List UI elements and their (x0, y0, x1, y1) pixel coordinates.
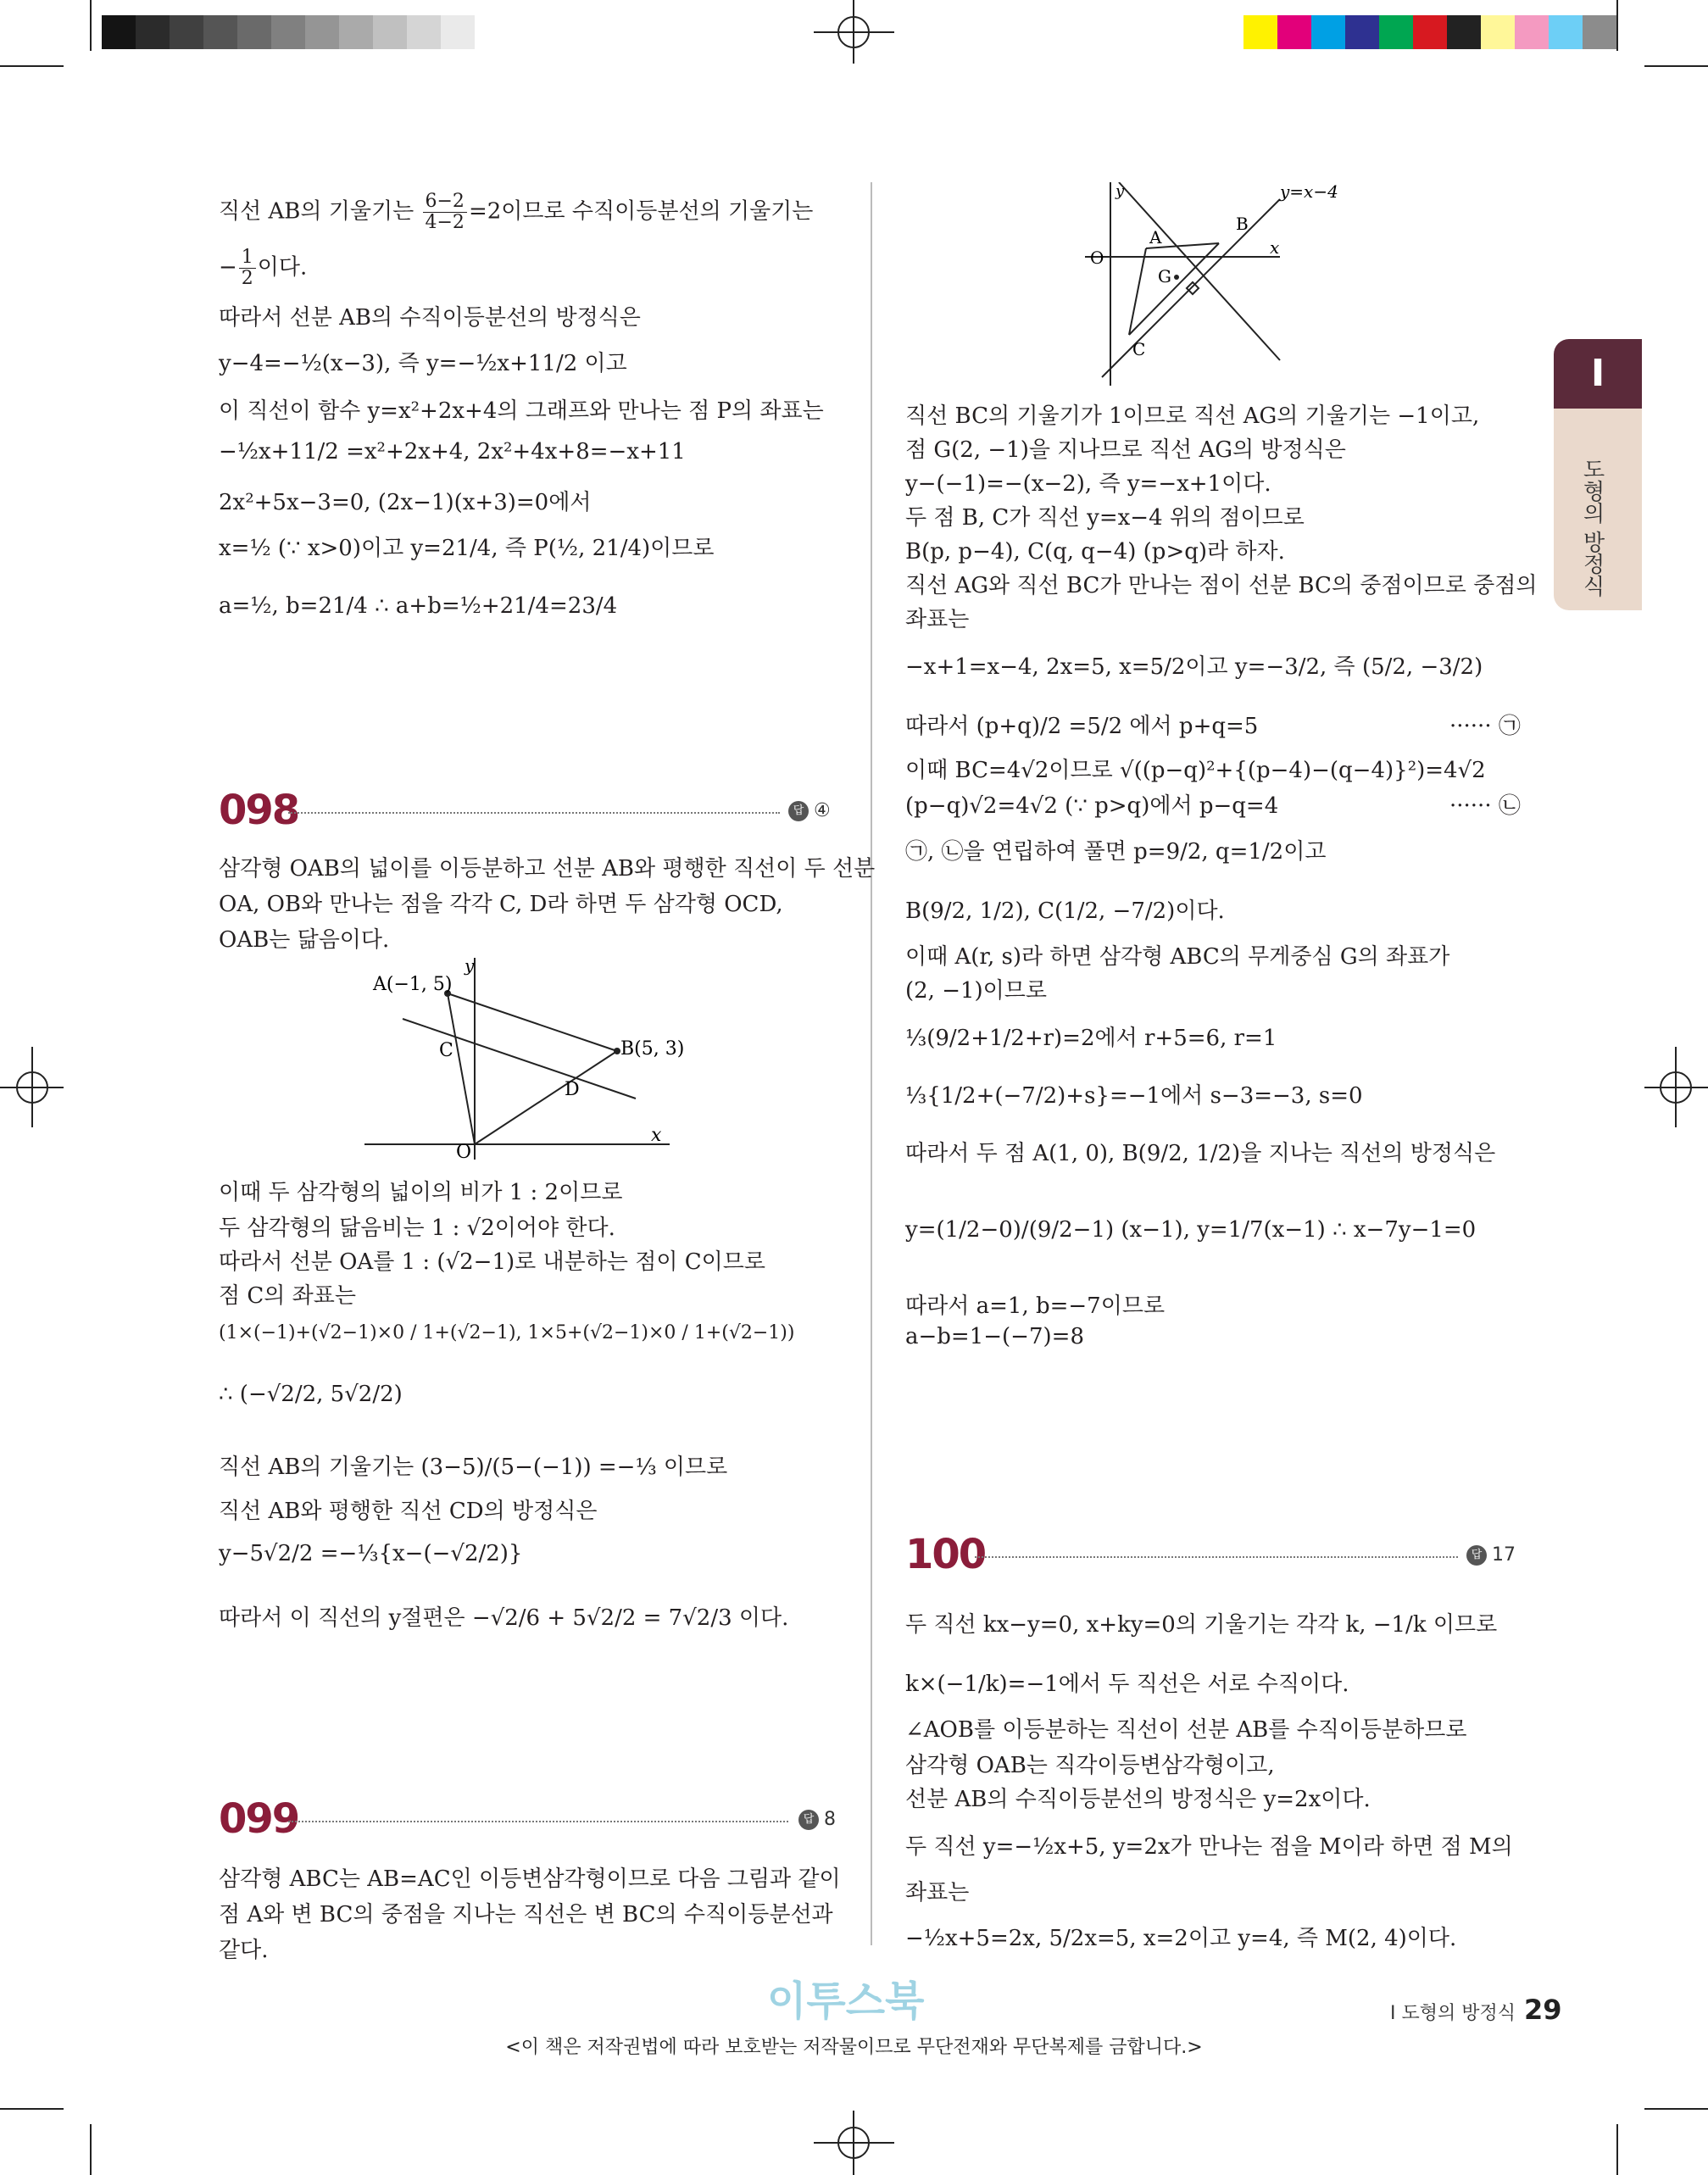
label-x: x (1270, 237, 1280, 258)
page-footer (1390, 1994, 1562, 2026)
label-B: B(5, 3) (620, 1038, 685, 1060)
text-line: 같다. (219, 1938, 269, 1963)
text-line: 직선 AB와 평행한 직선 CD의 방정식은 (219, 1499, 598, 1524)
text-line: −x+1=x−4, 2x=5, x=5/2이고 y=−3/2, 즉 (5/2, −3/2) (905, 654, 1483, 680)
text-line: 두 직선 kx−y=0, x+ky=0의 기울기는 각각 k, −1/k 이므로 (905, 1612, 1498, 1638)
answer: 답 8 (798, 1809, 836, 1830)
text-line: a=½, b=21/4 ∴ a+b=½+21/4=23/4 (219, 593, 618, 619)
point-B (614, 1048, 620, 1054)
publisher-logo: 이투스북 (767, 1978, 925, 2025)
problem-number: 100 (905, 1531, 986, 1578)
text-line: 2x²+5x−3=0, (2x−1)(x+3)=0에서 (219, 490, 592, 515)
text-line: 이 직선이 함수 y=x²+2x+4의 그래프와 만나는 점 P의 좌표는 (219, 398, 824, 424)
problem-number: 099 (219, 1795, 299, 1843)
fraction: $\frac{6-2}{4-2}$ (423, 192, 467, 233)
label-O: O (456, 1142, 472, 1161)
text-line: OAB는 닮음이다. (219, 927, 390, 953)
label-line: y=x−4 (1280, 182, 1338, 202)
text-line: 삼각형 OAB는 직각이등변삼각형이고, (905, 1753, 1275, 1778)
marker: ······ ㉠ (1449, 714, 1521, 739)
chapter-tab: I (1554, 339, 1642, 409)
text-line: 이다. (257, 254, 308, 281)
text-line: a−b=1−(−7)=8 (905, 1324, 1084, 1349)
text-line: 따라서 a=1, b=−7이므로 (905, 1293, 1166, 1319)
text-line: 직선 AG와 직선 BC가 만나는 점이 선분 BC의 중점이므로 중점의 (905, 573, 1538, 598)
text-line: ⅓(9/2+1/2+r)=2에서 r+5=6, r=1 (905, 1026, 1277, 1051)
text-line: 선분 AB의 수직이등분선의 방정식은 y=2x이다. (905, 1787, 1371, 1812)
text-line: 좌표는 (905, 1880, 970, 1905)
problem-number: 098 (219, 787, 299, 834)
answer: 답 ④ (788, 800, 831, 821)
label-x: x (651, 1125, 662, 1146)
marker: ······ ㉡ (1449, 793, 1521, 819)
text-line: ∴ (−√2/2, 5√2/2) (219, 1382, 403, 1407)
text-line: y−5√2/2 =−⅓{x−(−√2/2)} (219, 1541, 523, 1566)
label-G: G (1158, 266, 1171, 286)
text-line: =2이므로 수직이등분선의 기울기는 (468, 198, 814, 225)
text-line: (1×(−1)+(√2−1)×0 / 1+(√2−1), 1×5+(√2−1)×0 / 1+(√2−1)) (219, 1322, 795, 1343)
text-line: 두 삼각형의 닮음비는 1 : √2이어야 한다. (219, 1215, 615, 1241)
text-line: ∠AOB를 이등분하는 직선이 선분 AB를 수직이등분하므로 (905, 1717, 1467, 1743)
answer: 답 17 (1466, 1544, 1516, 1566)
label-A: A (1149, 227, 1162, 248)
text-line: 삼각형 OAB의 넓이를 이등분하고 선분 AB와 평행한 직선이 두 선분 (219, 856, 876, 882)
text-line: 따라서 이 직선의 y절편은 −√2/6 + 5√2/2 = 7√2/3 이다. (219, 1605, 789, 1631)
text-line: 두 직선 y=−½x+5, y=2x가 만나는 점을 M이라 하면 점 M의 (905, 1834, 1513, 1860)
text-line: y=(1/2−0)/(9/2−1) (x−1), y=1/7(x−1) ∴ x−7y−1=0 (905, 1217, 1477, 1243)
text-line: 따라서 선분 OA를 1 : (√2−1)로 내분하는 점이 C이므로 (219, 1249, 765, 1275)
figure-099 (1085, 182, 1365, 386)
text-line: 따라서 선분 AB의 수직이등분선의 방정식은 (219, 305, 641, 331)
text-line: 점 G(2, −1)을 지나므로 직선 AG의 방정식은 (905, 437, 1346, 463)
text-line: 따라서 (p+q)/2 =5/2 에서 p+q=5 (905, 714, 1259, 739)
dotted-leader (288, 812, 780, 814)
text-line: x=½ (∵ x>0)이고 y=21/4, 즉 P(½, 21/4)이므로 (219, 536, 715, 561)
label-O: O (1090, 248, 1104, 268)
fraction: $\frac{1}{2}$ (239, 248, 256, 289)
text-line: y−(−1)=−(x−2), 즉 y=−x+1이다. (905, 471, 1271, 497)
text-line: 직선 AB의 기울기는 (3−5)/(5−(−1)) =−⅓ 이므로 (219, 1455, 728, 1480)
column-divider (871, 182, 872, 1945)
text-line: 삼각형 ABC는 AB=AC인 이등변삼각형이므로 다음 그림과 같이 (219, 1866, 841, 1892)
text-line: y−4=−½(x−3), 즉 y=−½x+11/2 이고 (219, 351, 627, 376)
text-line: 점 C의 좌표는 (219, 1283, 357, 1309)
figure-098 (364, 958, 687, 1161)
label-C: C (439, 1040, 453, 1061)
text-line: B(p, p−4), C(q, q−4) (p>q)라 하자. (905, 539, 1285, 565)
chapter-title: 도형의 방정식 (1579, 458, 1605, 598)
text-line: −½x+5=2x, 5/2x=5, x=2이고 y=4, 즉 M(2, 4)이다. (905, 1926, 1457, 1951)
text-line: B(9/2, 1/2), C(1/2, −7/2)이다. (905, 898, 1225, 924)
dotted-leader (975, 1556, 1458, 1558)
label-y: y (1115, 182, 1125, 200)
text-line: 이때 A(r, s)라 하면 삼각형 ABC의 무게중심 G의 좌표가 (905, 944, 1450, 970)
text-line: 점 A와 변 BC의 중점을 지나는 직선은 변 BC의 수직이등분선과 (219, 1902, 833, 1927)
text-line: 직선 BC의 기울기가 1이므로 직선 AG의 기울기는 −1이고, (905, 403, 1480, 429)
page-number: 29 (1524, 1994, 1562, 2026)
section-name: I 도형의 방정식 (1390, 2003, 1516, 2024)
text-line: ㉠, ㉡을 연립하여 풀면 p=9/2, q=1/2이고 (905, 839, 1327, 865)
text-line: −½x+11/2 =x²+2x+4, 2x²+4x+8=−x+11 (219, 439, 686, 464)
label-B: B (1236, 214, 1249, 234)
text-line: 이때 두 삼각형의 넓이의 비가 1 : 2이므로 (219, 1180, 623, 1205)
text-line: 이때 BC=4√2이므로 √((p−q)²+{(p−4)−(q−4)}²)=4√2 (905, 758, 1486, 783)
text-line: (p−q)√2=4√2 (∵ p>q)에서 p−q=4 (905, 793, 1279, 819)
label-D: D (565, 1079, 580, 1100)
label-C: C (1132, 339, 1146, 359)
label-y: y (465, 958, 475, 976)
text-line: OA, OB와 만나는 점을 각각 C, D라 하면 두 삼각형 OCD, (219, 892, 783, 917)
text-line: k×(−1/k)=−1에서 두 직선은 서로 수직이다. (905, 1672, 1349, 1697)
text-line: ⅓{1/2+(−7/2)+s}=−1에서 s−3=−3, s=0 (905, 1083, 1363, 1109)
text-line: 직선 AB의 기울기는 (219, 198, 421, 225)
label-A: A(−1, 5) (373, 974, 453, 995)
text-line: (2, −1)이므로 (905, 978, 1048, 1004)
text-line: 두 점 B, C가 직선 y=x−4 위의 점이므로 (905, 505, 1305, 531)
text-line: 좌표는 (905, 607, 970, 632)
text-line: 따라서 두 점 A(1, 0), B(9/2, 1/2)을 지나는 직선의 방정식은 (905, 1141, 1496, 1166)
dotted-leader (288, 1821, 788, 1822)
copyright-notice: <이 책은 저작권법에 따라 보호받는 저작물이므로 무단전재와 무단복제를 금합니다.> (505, 2037, 1203, 2058)
point-G (1174, 275, 1179, 280)
